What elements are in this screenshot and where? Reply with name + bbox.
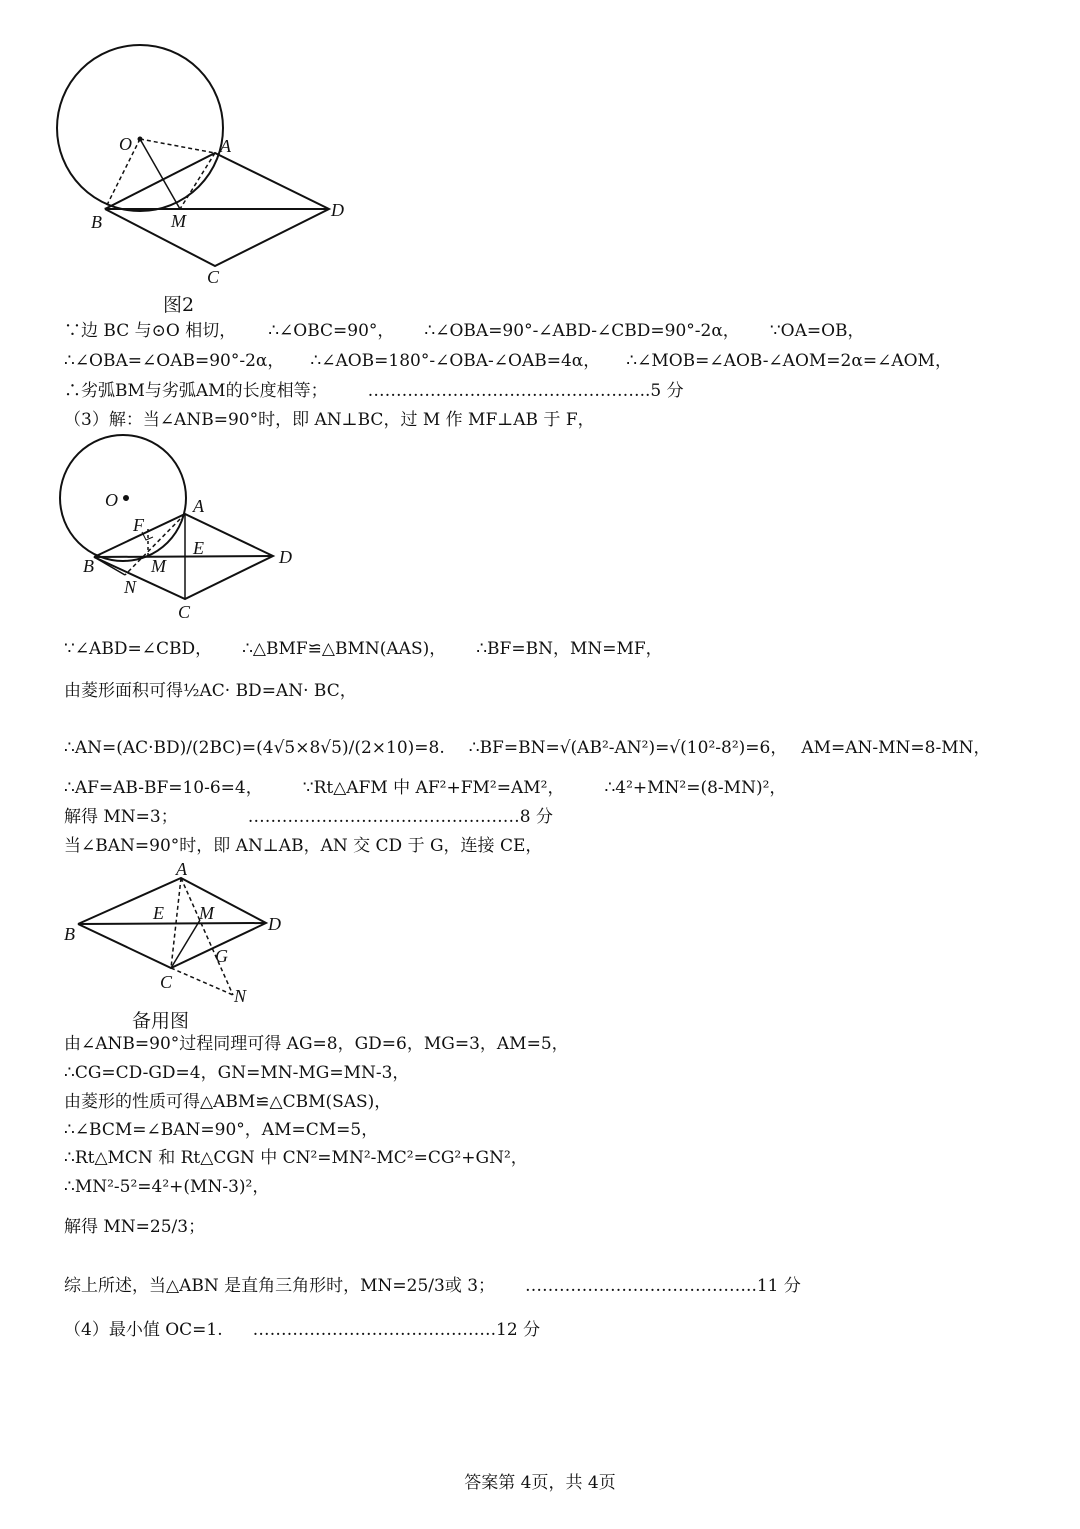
text-segment: ∴∠OBA=∠OAB=90°-2α，	[64, 351, 285, 371]
label-e: E	[153, 903, 164, 923]
label-n: N	[124, 577, 137, 597]
label-m: M	[199, 903, 214, 923]
figure-3-diagram	[55, 430, 315, 625]
text-segment: （4）最小值 OC=1.	[64, 1320, 223, 1340]
text-segment: ∴4²+MN²=(8-MN)²，	[604, 778, 787, 798]
figure-4-diagram	[60, 855, 300, 1005]
label-e: E	[193, 538, 204, 558]
diagonal-bd	[78, 923, 266, 924]
label-c: C	[160, 972, 173, 992]
text-segment: ∵∠ABD=∠CBD，	[64, 639, 213, 659]
part2-line-1	[64, 320, 865, 342]
part3-line-5	[64, 806, 553, 828]
text-segment: ∴AN=(AC·BD)/(2BC)=(4√5×8√5)/(2×10)=8.	[64, 738, 445, 758]
text-segment: ∴BF=BN，MN=MF，	[476, 639, 663, 659]
figure-4	[60, 855, 300, 1010]
figure-4-caption: 备用图	[132, 1010, 190, 1032]
part3-line-8: ∴CG=CD-GD=4，GN=MN-MG=MN-3，	[64, 1063, 410, 1083]
page-footer: 答案第 4页，共 4页	[464, 1473, 616, 1493]
score-mark: …………………………………..11 分	[525, 1276, 801, 1296]
text-segment: ∴∠OBA=90°-∠ABD-∠CBD=90°-2α，	[424, 321, 740, 341]
figure-2-diagram	[55, 40, 375, 300]
part3-line-3	[64, 737, 991, 759]
text-segment: ∵OA=OB，	[769, 321, 865, 341]
text-segment: ∴劣弧BM与劣弧AM的长度相等；	[64, 381, 328, 401]
part3-line-7: 由∠ANB=90°过程同理可得 AG=8，GD=6，MG=3，AM=5，	[64, 1034, 569, 1054]
part3-line-9: 由菱形的性质可得△ABM≌△CBM(SAS)，	[64, 1092, 392, 1112]
text-segment: ∴AF=AB-BF=10-6=4，	[64, 778, 263, 798]
circle-o	[57, 45, 223, 211]
label-c: C	[178, 602, 191, 622]
label-c: C	[207, 267, 220, 287]
label-g: G	[215, 946, 228, 966]
label-a: A	[220, 136, 231, 156]
part3-intro: （3）解：当∠ANB=90°时，即 AN⊥BC，过 M 作 MF⊥AB 于 F，	[64, 410, 595, 430]
segment-an	[181, 878, 233, 995]
label-a: A	[176, 859, 187, 879]
segment-cn	[171, 968, 233, 995]
segment-oa	[140, 139, 215, 153]
part4-line	[64, 1319, 540, 1341]
figure-2-caption: 图2	[163, 294, 195, 316]
part2-line-2	[64, 350, 952, 372]
label-a: A	[193, 496, 204, 516]
point-o	[123, 495, 129, 501]
text-segment: ∴BF=BN=√(AB²-AN²)=√(10²-8²)=6，	[468, 738, 788, 758]
text-segment: ∴∠MOB=∠AOB-∠AOM=2α=∠AOM，	[626, 351, 952, 371]
part3-line-6: 当∠BAN=90°时，即 AN⊥AB，AN 交 CD 于 G，连接 CE，	[64, 836, 543, 856]
label-d: D	[331, 200, 344, 220]
point-o	[138, 137, 143, 142]
score-mark: …………………………………………8 分	[247, 807, 553, 827]
label-b: B	[91, 212, 102, 232]
text-segment: ∵边 BC 与⊙O 相切，	[64, 321, 237, 341]
label-m: M	[151, 556, 166, 576]
part3-line-11: ∴Rt△MCN 和 Rt△CGN 中 CN²=MN²-MC²=CG²+GN²，	[64, 1148, 528, 1168]
label-b: B	[64, 924, 75, 944]
part3-line-2: 由菱形面积可得½AC· BD=AN· BC，	[64, 681, 357, 701]
text-segment: 解得 MN=3；	[64, 807, 178, 827]
label-o: O	[119, 134, 132, 154]
part3-line-13: 解得 MN=25/3；	[64, 1217, 206, 1237]
text-segment: ∴∠OBC=90°，	[268, 321, 395, 341]
label-n: N	[234, 986, 247, 1006]
label-o: O	[105, 490, 118, 510]
text-segment: ∵Rt△AFM 中 AF²+FM²=AM²，	[302, 778, 565, 798]
figure-3	[55, 430, 315, 630]
part3-line-12: ∴MN²-5²=4²+(MN-3)²，	[64, 1177, 270, 1197]
figure-2	[55, 40, 375, 305]
score-mark: …………………………………………..5 分	[367, 381, 684, 401]
part3-line-1	[64, 638, 663, 660]
label-b: B	[83, 556, 94, 576]
part3-line-10: ∴∠BCM=∠BAN=90°，AM=CM=5，	[64, 1120, 379, 1140]
text-segment: 综上所述，当△ABN 是直角三角形时，MN=25/3或 3；	[64, 1276, 496, 1296]
label-d: D	[268, 914, 281, 934]
part2-line-3	[64, 380, 684, 402]
score-mark: …………………………………….12 分	[252, 1320, 541, 1340]
label-m: M	[171, 211, 186, 231]
diagonal-bd	[94, 556, 273, 557]
part3-line-14	[64, 1275, 801, 1297]
text-segment: ∴△BMF≌△BMN(AAS)，	[242, 639, 447, 659]
label-f: F	[133, 515, 144, 535]
text-segment: ∴∠AOB=180°-∠OBA-∠OAB=4α，	[310, 351, 601, 371]
part3-line-4	[64, 777, 786, 799]
label-d: D	[279, 547, 292, 567]
text-segment: AM=AN-MN=8-MN，	[801, 738, 991, 758]
